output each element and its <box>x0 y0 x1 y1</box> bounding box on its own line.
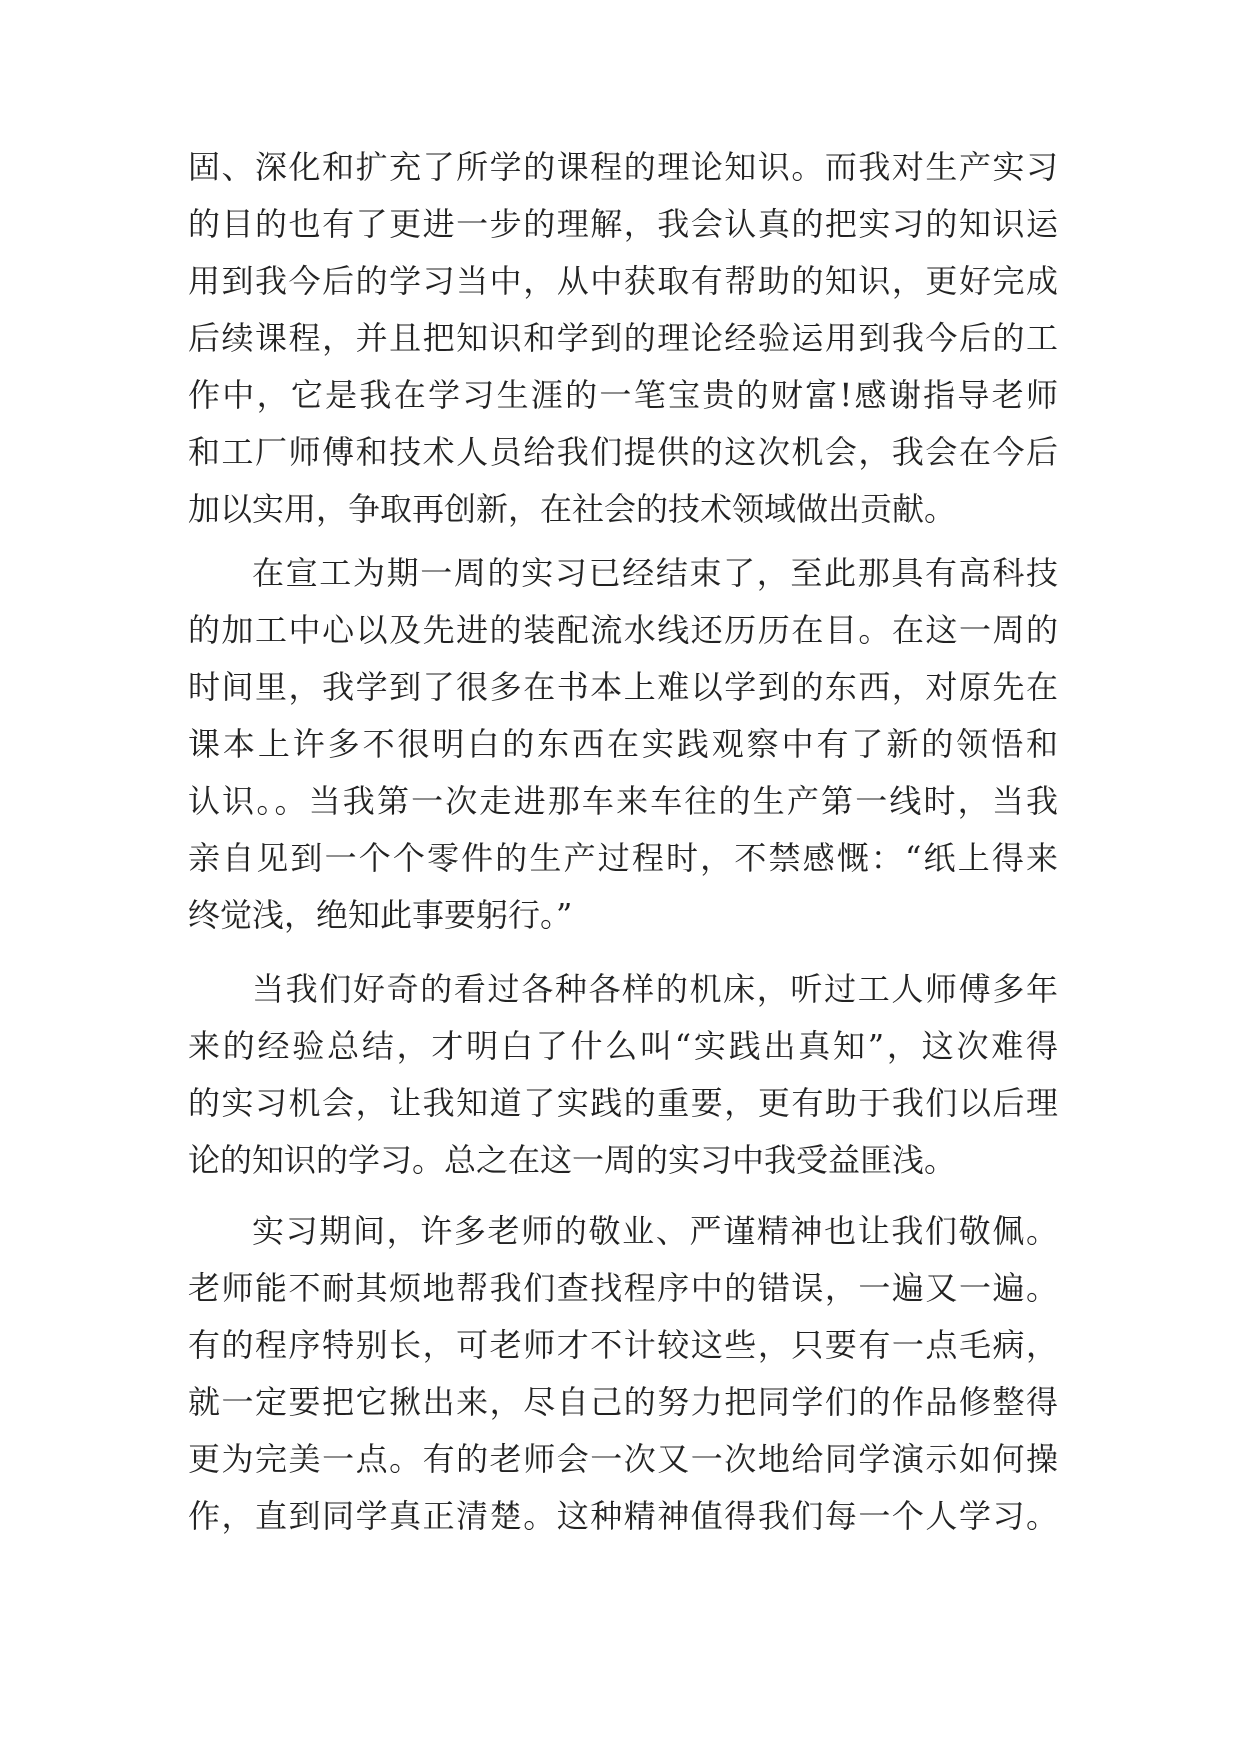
paragraph-first-line: 当我们好奇的看过各种各样的机床，听过工人师傅多年 <box>252 970 1058 1008</box>
text-line: 的实习机会，让我知道了实践的重要，更有助于我们以后理 <box>188 1084 1058 1122</box>
text-line: 和工厂师傅和技术人员给我们提供的这次机会，我会在今后 <box>188 433 1058 471</box>
text-line: 课本上许多不很明白的东西在实践观察中有了新的领悟和 <box>188 725 1058 763</box>
text-line: 的目的也有了更进一步的理解，我会认真的把实习的知识运 <box>188 205 1058 243</box>
text-line: 终觉浅，绝知此事要躬行。” <box>188 896 573 934</box>
text-line: 更为完美一点。有的老师会一次又一次地给同学演示如何操 <box>188 1440 1058 1478</box>
text-line: 固、深化和扩充了所学的课程的理论知识。而我对生产实习 <box>188 148 1058 186</box>
text-line: 作，直到同学真正清楚。这种精神值得我们每一个人学习。 <box>188 1497 1058 1535</box>
text-line: 认识。。当我第一次走进那车来车往的生产第一线时，当我 <box>188 782 1058 820</box>
paragraph-first-line: 在宣工为期一周的实习已经结束了，至此那具有高科技 <box>252 554 1058 592</box>
paragraph-first-line: 实习期间，许多老师的敬业、严谨精神也让我们敬佩。 <box>252 1212 1058 1250</box>
text-line: 论的知识的学习。总之在这一周的实习中我受益匪浅。 <box>188 1141 957 1179</box>
text-line: 的加工中心以及先进的装配流水线还历历在目。在这一周的 <box>188 611 1058 649</box>
text-line: 用到我今后的学习当中，从中获取有帮助的知识，更好完成 <box>188 262 1058 300</box>
text-line: 就一定要把它揪出来，尽自己的努力把同学们的作品修整得 <box>188 1383 1058 1421</box>
text-line: 亲自见到一个个零件的生产过程时，不禁感慨：“纸上得来 <box>188 839 1058 877</box>
text-line: 老师能不耐其烦地帮我们查找程序中的错误，一遍又一遍。 <box>188 1269 1058 1307</box>
text-line: 后续课程，并且把知识和学到的理论经验运用到我今后的工 <box>188 319 1058 357</box>
text-line: 作中，它是我在学习生涯的一笔宝贵的财富!感谢指导老师 <box>188 376 1058 414</box>
text-line: 来的经验总结，才明白了什么叫“实践出真知”，这次难得 <box>188 1027 1058 1065</box>
text-line: 加以实用，争取再创新，在社会的技术领域做出贡献。 <box>188 490 957 528</box>
text-line: 时间里，我学到了很多在书本上难以学到的东西，对原先在 <box>188 668 1058 706</box>
text-line: 有的程序特别长，可老师才不计较这些，只要有一点毛病， <box>188 1326 1058 1364</box>
